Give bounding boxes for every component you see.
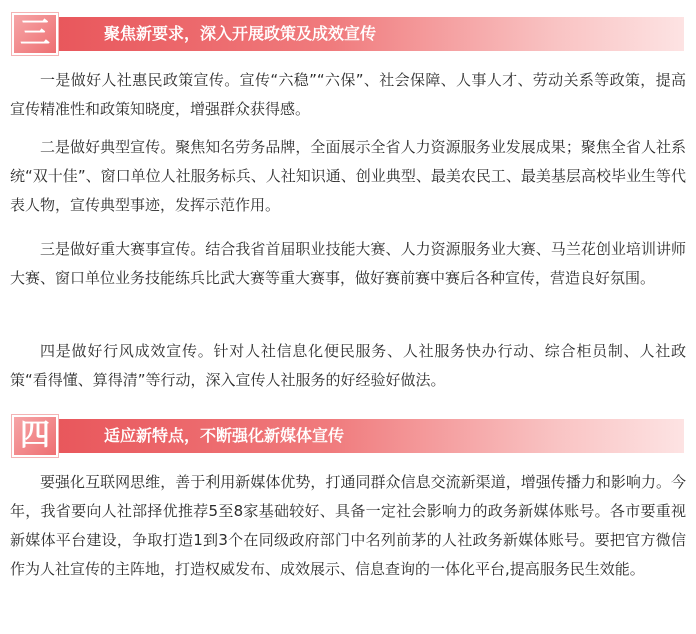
section-4-title: 适应新特点，不断强化新媒体宣传 [104, 426, 345, 445]
section-4-header [12, 415, 684, 457]
section-3-paragraph-2: 二是做好典型宣传。聚焦知名劳务品牌，全面展示全省人力资源服务业发展成果；聚焦全省人社系统“双十佳”、窗口单位人社服务标兵、人社知识通、创业典型、最美农民工、最美基层高校毕业生等代表人物，宣传典型事迹，发挥示范作用。 [10, 138, 686, 214]
section-3-number-badge: 三 [12, 13, 58, 55]
section-3-title-bar [42, 17, 684, 51]
section-3-title: 聚焦新要求，深入开展政策及成效宣传 [104, 24, 377, 43]
section-3-paragraph-1: 一是做好人社惠民政策宣传。宣传“六稳”“六保”、社会保障、人事人才、劳动关系等政策，提高宣传精准性和政策知晓度，增强群众获得感。 [10, 71, 686, 118]
section-3-header [12, 13, 684, 55]
section-4-paragraph-1: 要强化互联网思维，善于利用新媒体优势，打通同群众信息交流新渠道，增强传播力和影响力。今年，我省要向人社部择优推荐5至8家基础较好、具备一定社会影响力的政务新媒体账号。各市要重视新媒体平台建设，争取打造1到3个在同级政府部门中名列前茅的人社政务新媒体账号。要把官方微信作为人社宣传的主阵地，打造权威发布、成效展示、信息查询的一体化平台,提高服务民生效能。 [10, 473, 686, 578]
section-4-number-badge: 四 [12, 415, 58, 457]
section-3-paragraph-3: 三是做好重大赛事宣传。结合我省首届职业技能大赛、人力资源服务业大赛、马兰花创业培训讲师大赛、窗口单位业务技能练兵比武大赛等重大赛事，做好赛前赛中赛后各种宣传，营造良好氛围。 [10, 240, 686, 287]
section-3-paragraph-4: 四是做好行风成效宣传。针对人社信息化便民服务、人社服务快办行动、综合柜员制、人社政策“看得懂、算得清”等行动，深入宣传人社服务的好经验好做法。 [10, 342, 686, 389]
section-4-title-bar [42, 419, 684, 453]
